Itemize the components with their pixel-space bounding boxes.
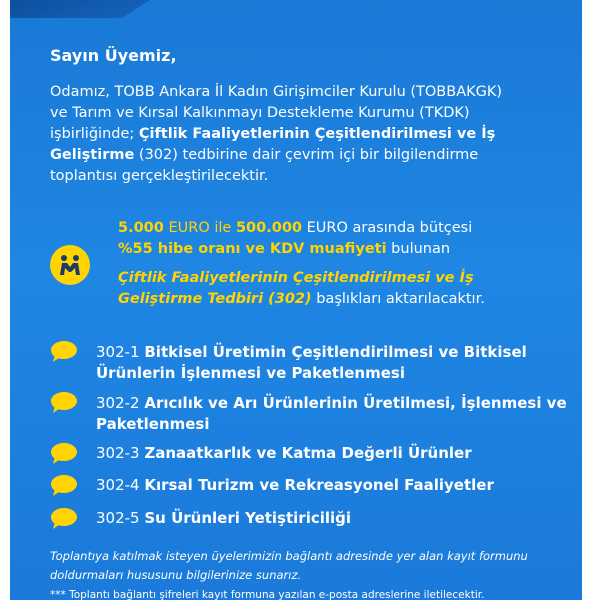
list-item-302-1 [96,342,527,384]
note-line-1: Toplantıya katılmak isteyen üyelerimizin bağlantı adresinde yer alan kayıt formunu [50,549,528,563]
handshake-icon [50,245,90,285]
speech-bubble-icon [50,474,86,498]
list-item-302-3 [96,443,472,464]
intro-line-4 [50,145,502,166]
item-line-1 [96,342,527,363]
item-title: Zanaatkarlık ve Katma Değerli Ürünler [144,444,472,462]
intro-line-3 [50,124,502,145]
item-title: Kırsal Turizm ve Rekreasyonel Faaliyetler [144,476,494,494]
note-line-2: doldurmaları hususunu bilgilerinize sunarız. [50,568,302,582]
grant-text: bulunan [386,241,451,257]
speech-bubble-icon [50,340,86,364]
item-line-2 [96,363,527,384]
budget-line [118,218,485,239]
list-item-302-2 [96,393,567,435]
item-code: 302-4 [96,476,140,494]
intro-paragraph [50,82,502,187]
intro-text-cont: (302) tedbirine dair çevrim içi bir bilgilendirme [134,147,479,163]
greeting: Sayın Üyemiz, [50,46,177,65]
measure-line-2 [118,289,485,310]
intro-line-2: ve Tarım ve Kırsal Kalkınmayı Destekleme Kurumu (TKDK) [50,105,470,121]
speech-bubble-icon [50,391,86,415]
grant-highlight [118,218,485,310]
grant-rate: %55 hibe oranı ve KDV muafiyeti [118,241,387,257]
item-title: Bitkisel Üretimin Çeşitlendirilmesi ve Bitkisel [144,343,527,361]
measure-text: başlıkları aktarılacaktır. [311,291,485,307]
item-title-cont: Ürünlerin İşlenmesi ve Paketlenmesi [96,364,405,382]
list-item-302-5 [96,508,351,529]
measure-title-2: Geliştirme Tedbiri (302) [118,291,312,307]
footnote: *** Toplantı bağlantı şifreleri kayıt formuna yazılan e-posta adreslerine iletilecektir. [50,589,485,600]
list-item-302-4 [96,475,494,496]
amount-max: 500.000 [235,220,302,236]
grant-line [118,239,485,260]
item-title: Su Ürünleri Yetiştiriciliği [144,509,352,527]
amount-min: 5.000 [118,220,164,236]
item-line-1 [96,393,567,414]
intro-line-1: Odamız, TOBB Ankara İl Kadın Girişimciler Kurulu (TOBBAKGK) [50,84,503,100]
header-stripe [10,0,150,18]
item-title-cont: Paketlenmesi [96,415,210,433]
measure-name-bold: Çiftlik Faaliyetlerinin Çeşitlendirilmesi ve İş [138,126,496,142]
item-code: 302-1 [96,343,140,361]
amount-text-2: EURO arasında bütçesi [302,220,473,236]
measure-name-bold-cont: Geliştirme [50,147,135,163]
measure-title-1: Çiftlik Faaliyetlerinin Çeşitlendirilmesi ve İş [118,270,474,286]
intro-text: işbirliğinde; [50,126,139,142]
page-margin [582,0,600,600]
intro-line-5: toplantısı gerçekleştirilecektir. [50,168,269,184]
item-line-1 [96,508,351,529]
item-line-1 [96,475,494,496]
item-code: 302-3 [96,444,140,462]
registration-note [50,547,528,585]
item-line-1 [96,443,472,464]
amount-text-1: EURO ile [163,220,236,236]
item-line-2 [96,414,567,435]
item-title: Arıcılık ve Arı Ürünlerinin Üretilmesi, İşlenmesi ve [144,394,567,412]
measure-line-1 [118,268,485,289]
speech-bubble-icon [50,507,86,531]
announcement-panel [10,0,582,600]
item-code: 302-2 [96,394,140,412]
speech-bubble-icon [50,442,86,466]
item-code: 302-5 [96,509,140,527]
